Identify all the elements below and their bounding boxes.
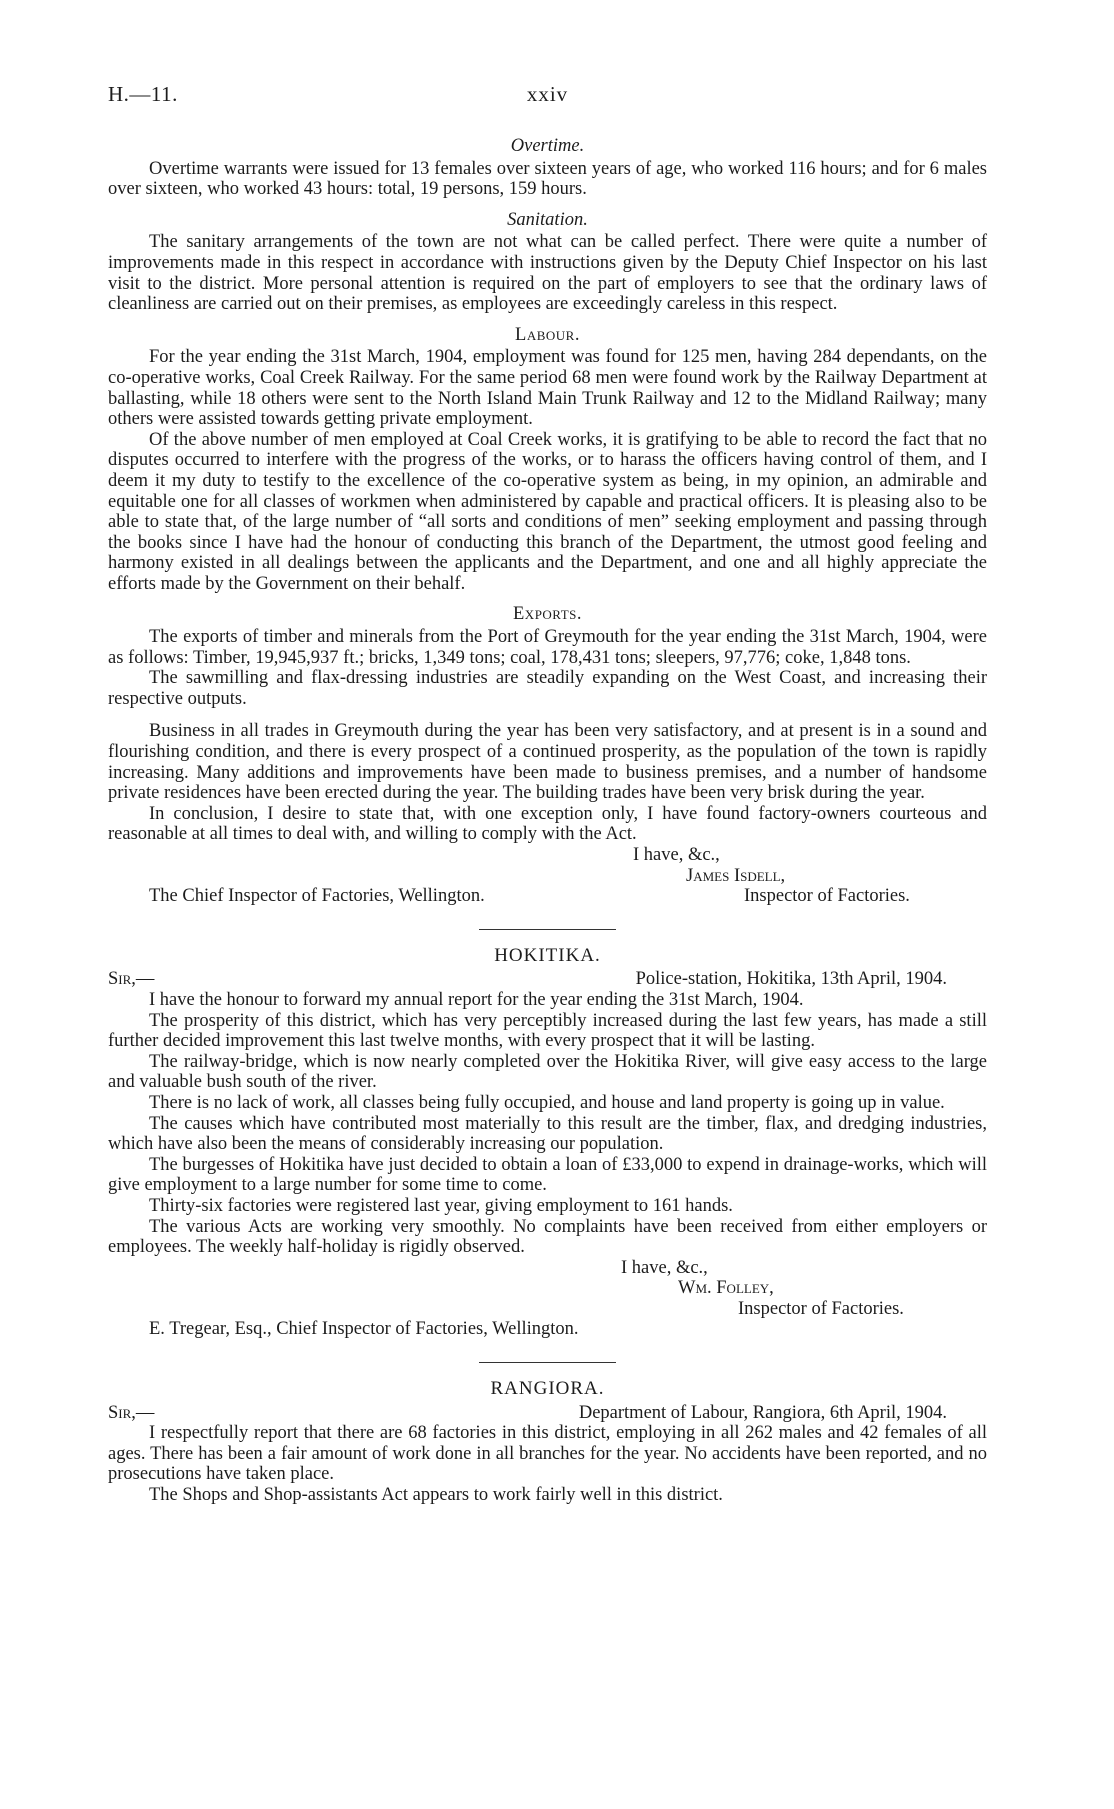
page-header [108, 84, 987, 114]
section-labour [108, 325, 987, 595]
section-rangiora [108, 1379, 987, 1506]
page-body [108, 136, 987, 1506]
paragraph: The Shops and Shop-assistants Act appears to work fairly well in this district. [149, 1485, 723, 1506]
paragraph: The causes which have contributed most materially to this result are the timber, flax, and dredging industries, which have also been the means of considerably increasing our population. [108, 1113, 987, 1155]
place-date: Police-station, Hokitika, 13th April, 1904. [635, 969, 947, 990]
section-hokitika [108, 946, 987, 1340]
district-heading: RANGIORA. [490, 1378, 605, 1400]
section-divider [479, 929, 616, 930]
page-number: xxiv [526, 82, 569, 106]
addressee: E. Tregear, Esq., Chief Inspector of Factories, Wellington. [149, 1319, 579, 1340]
paragraph: For the year ending the 31st March, 1904, employment was found for 125 men, having 284 dependants, on the co-operative works, Coal Creek Railway. For the same period 68 men were found work by the Railway Department at ballasting, while 18 others were sent to the North Island Main Trunk Railway and 12 to the Midland Railway; many others were assisted towards getting private employment. [108, 347, 987, 430]
signatory-name: James Isdell, [686, 865, 786, 886]
section-heading: Sanitation. [507, 209, 588, 230]
section-heading: Exports. [513, 604, 582, 625]
district-heading: HOKITIKA. [494, 944, 601, 966]
paragraph: The burgesses of Hokitika have just decided to obtain a loan of £33,000 to expend in drainage-works, which will give employment to a large number for some time to come. [108, 1154, 987, 1196]
closing-text: I have, &c., [621, 1257, 708, 1278]
paragraph: The sanitary arrangements of the town are not what can be called perfect. There were quite a number of improvements made in this respect in accordance with instructions given by the Deputy Chief Inspector on his last visit to the district. More personal attention is required on the part of employers to see that the ordinary laws of cleanliness are carried out on their premises, as employees are exceedingly careless in this respect. [108, 232, 987, 315]
paragraph: Overtime warrants were issued for 13 females over sixteen years of age, who worked 116 hours; and for 6 males over sixteen, who worked 43 hours: total, 19 persons, 159 hours. [108, 158, 987, 200]
signature-block [108, 845, 987, 907]
section-exports [108, 604, 987, 845]
paragraph: I respectfully report that there are 68 factories in this district, employing in all 262 males and 42 females of all ages. There has been a fair amount of work done in all branches for the year. No accidents have been reported, and no prosecutions have taken place. [108, 1423, 987, 1485]
section-overtime [108, 136, 987, 200]
section-heading: Labour. [515, 324, 580, 345]
report-code: H.—11. [108, 82, 178, 106]
paragraph: There is no lack of work, all classes being fully occupied, and house and land property is going up in value. [149, 1092, 945, 1113]
place-date: Department of Labour, Rangiora, 6th April, 1904. [578, 1402, 947, 1423]
signatory-title: Inspector of Factories. [744, 886, 910, 907]
paragraph: I have the honour to forward my annual report for the year ending the 31st March, 1904. [149, 989, 804, 1010]
paragraph: In conclusion, I desire to state that, with one exception only, I have found factory-owners courteous and reasonable at all times to deal with, and willing to comply with the Act. [108, 803, 987, 845]
paragraph: The sawmilling and flax-dressing industries are steadily expanding on the West Coast, and increasing their respective outputs. [108, 668, 987, 709]
signatory-title: Inspector of Factories. [738, 1298, 904, 1319]
closing-text: I have, &c., [633, 845, 720, 865]
section-heading: Overtime. [510, 136, 585, 156]
addressee: The Chief Inspector of Factories, Wellington. [149, 886, 485, 907]
paragraph: The railway-bridge, which is now nearly completed over the Hokitika River, will give easy access to the large and valuable bush south of the river. [108, 1051, 987, 1093]
paragraph: The prosperity of this district, which has very perceptibly increased during the last few years, has made a still further decided improvement this last twelve months, with every prospect that it will be lasting. [108, 1010, 987, 1052]
salutation: Sir,— [108, 1402, 155, 1423]
salutation: Sir,— [108, 969, 155, 990]
section-sanitation [108, 210, 987, 315]
paragraph: The exports of timber and minerals from the Port of Greymouth for the year ending the 31st March, 1904, were as follows: Timber, 19,945,937 ft.; bricks, 1,349 tons; coal, 178,431 tons; sleepers, 97,776; coke, 1,848 tons. [108, 627, 987, 668]
paragraph: Thirty-six factories were registered last year, giving employment to 161 hands. [149, 1195, 733, 1216]
signatory-name: Wm. Folley, [678, 1278, 774, 1299]
paragraph: Of the above number of men employed at Coal Creek works, it is gratifying to be able to record the fact that no disputes occurred to interfere with the progress of the works, or to harass the officers having control of them, and I deem it my duty to testify to the excellence of the co-operative system as being, in my opinion, an admirable and equitable one for all classes of workmen when administered by capable and practical officers. It is pleasing also to be able to state that, of the large number of “all sorts and conditions of men” seeking employment and passing through the books since I have had the honour of conducting this branch of the Department, the utmost good feeling and harmony existed in all dealings between the applicants and the Department, and one and all highly appreciate the efforts made by the Government on their behalf. [108, 429, 987, 594]
paragraph: Business in all trades in Greymouth during the year has been very satisfactory, and at present is in a sound and flourishing condition, and there is every prospect of a continued prosperity, as the population of the town is rapidly increasing. Many additions and improvements have been made to business premises, and a number of handsome private residences have been erected during the year. The building trades have been very brisk during the year. [108, 721, 987, 804]
section-divider [479, 1362, 616, 1363]
paragraph: The various Acts are working very smoothly. No complaints have been received from either employers or employees. The weekly half-holiday is rigidly observed. [108, 1216, 987, 1258]
